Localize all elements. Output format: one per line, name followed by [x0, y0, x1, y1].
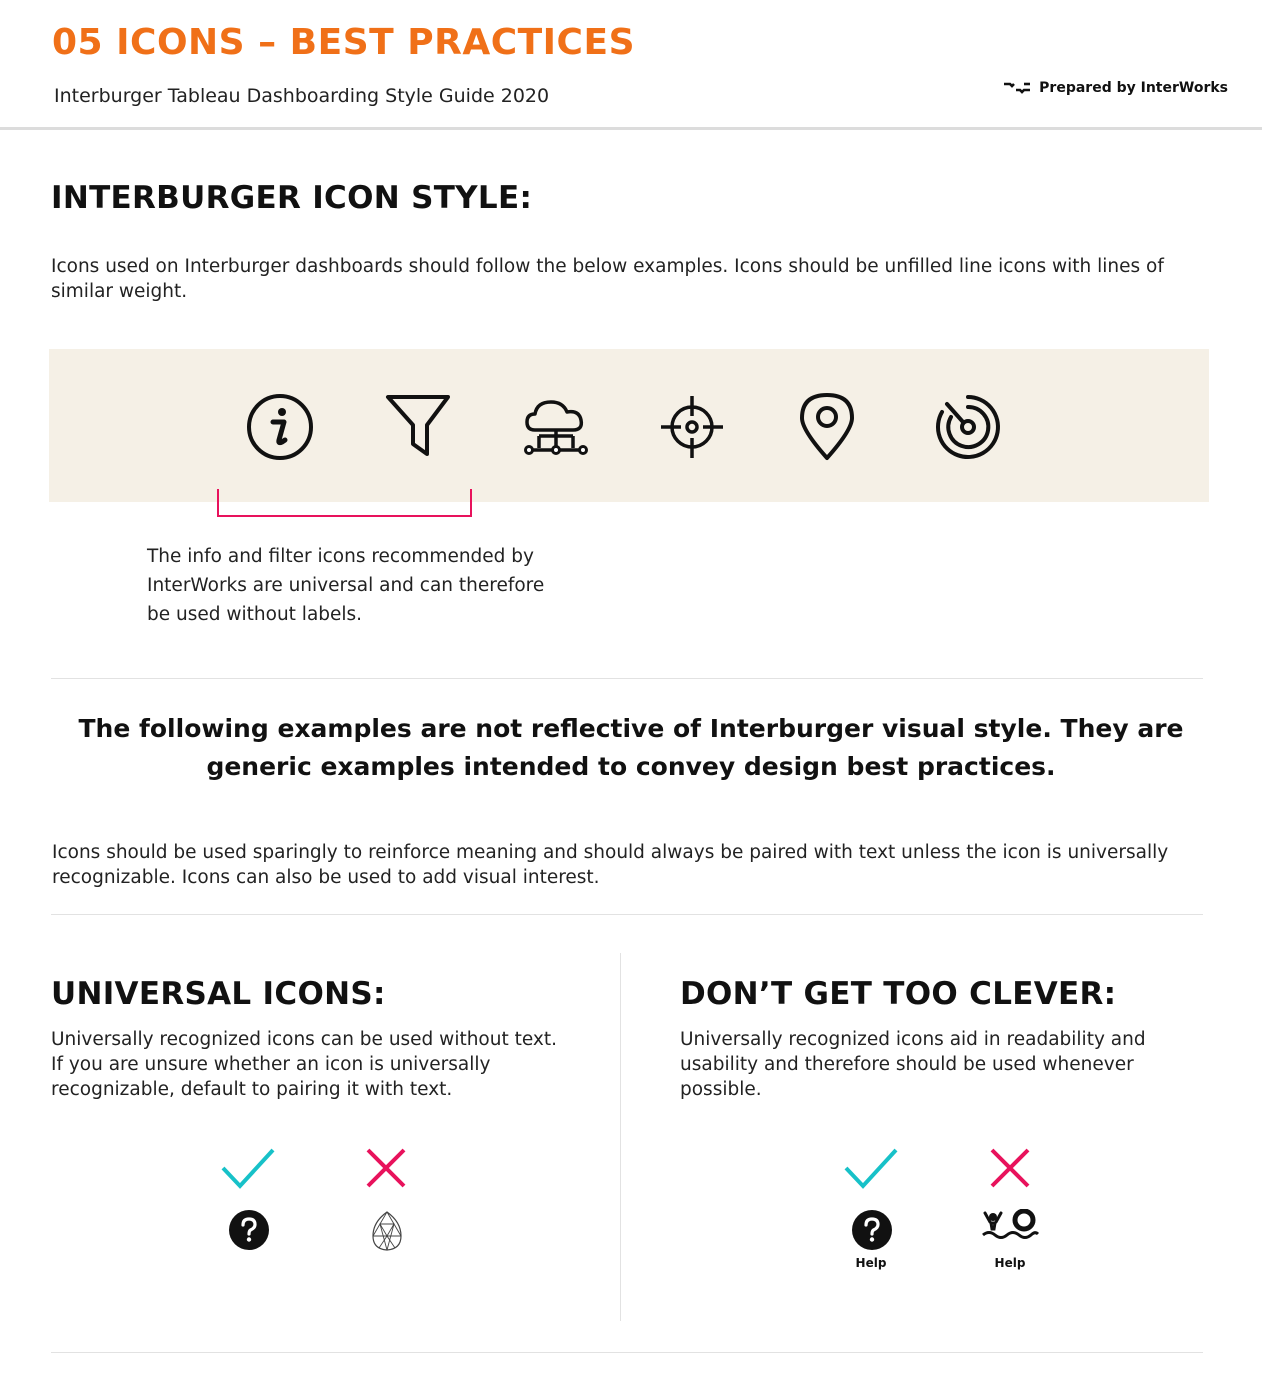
- icon-caption: The info and filter icons recommended by InterWorks are universal and can therefore be used without labels.: [147, 546, 545, 625]
- gemstone-icon: [370, 1210, 404, 1252]
- prepared-by: [1003, 80, 1228, 96]
- cross-icon: [982, 1146, 1038, 1192]
- icon-style-heading: INTERBURGER ICON STYLE:: [51, 180, 533, 216]
- universal-icons-description: Universally recognized icons can be used without text. If you are unsure whether an icon is universally recognizable, default to pairing it with text.: [51, 1029, 558, 1100]
- radar-icon: [933, 392, 1003, 462]
- icon-examples-band: [49, 349, 1209, 502]
- help-label: Help: [855, 1256, 887, 1270]
- section-divider: [51, 678, 1203, 679]
- filter-icon: [383, 392, 453, 462]
- disclaimer: The following examples are not reflective of Interburger visual style. They are generic examples intended to convey design best practices.: [78, 714, 1184, 781]
- info-icon: [245, 392, 315, 462]
- page-title: 05 ICONS – BEST PRACTICES: [52, 22, 635, 63]
- cross-icon: [358, 1146, 414, 1192]
- prepared-by-text: Prepared by InterWorks: [1039, 80, 1228, 96]
- universal-icons-bracket: [217, 489, 472, 517]
- section-divider: [51, 914, 1203, 915]
- clever-heading: DON’T GET TOO CLEVER:: [680, 976, 1117, 1012]
- icon-style-description: Icons used on Interburger dashboards should follow the below examples. Icons should be unfilled line icons with lines of similar weight.: [51, 256, 1164, 302]
- page-subtitle: Interburger Tableau Dashboarding Style Guide 2020: [54, 85, 550, 107]
- interworks-logo-icon: [1003, 81, 1031, 95]
- drowning-swimmer-icon: [981, 1209, 1039, 1241]
- help-label: Help: [994, 1256, 1026, 1270]
- clever-description: Universally recognized icons aid in readability and usability and therefore should be used whenever possible.: [680, 1029, 1146, 1100]
- map-pin-icon: [792, 392, 862, 462]
- universal-icons-heading: UNIVERSAL ICONS:: [51, 976, 386, 1012]
- cloud-network-icon: [521, 392, 591, 462]
- column-divider: [620, 953, 621, 1321]
- target-icon: [657, 392, 727, 462]
- header-divider: [0, 127, 1262, 130]
- help-icon: [228, 1209, 270, 1251]
- check-icon: [843, 1146, 899, 1192]
- usage-note: Icons should be used sparingly to reinforce meaning and should always be paired with text unless the icon is universally recognizable. Icons can also be used to add visual interest.: [52, 842, 1169, 888]
- section-divider: [51, 1352, 1203, 1353]
- check-icon: [220, 1146, 276, 1192]
- help-icon: [851, 1209, 893, 1251]
